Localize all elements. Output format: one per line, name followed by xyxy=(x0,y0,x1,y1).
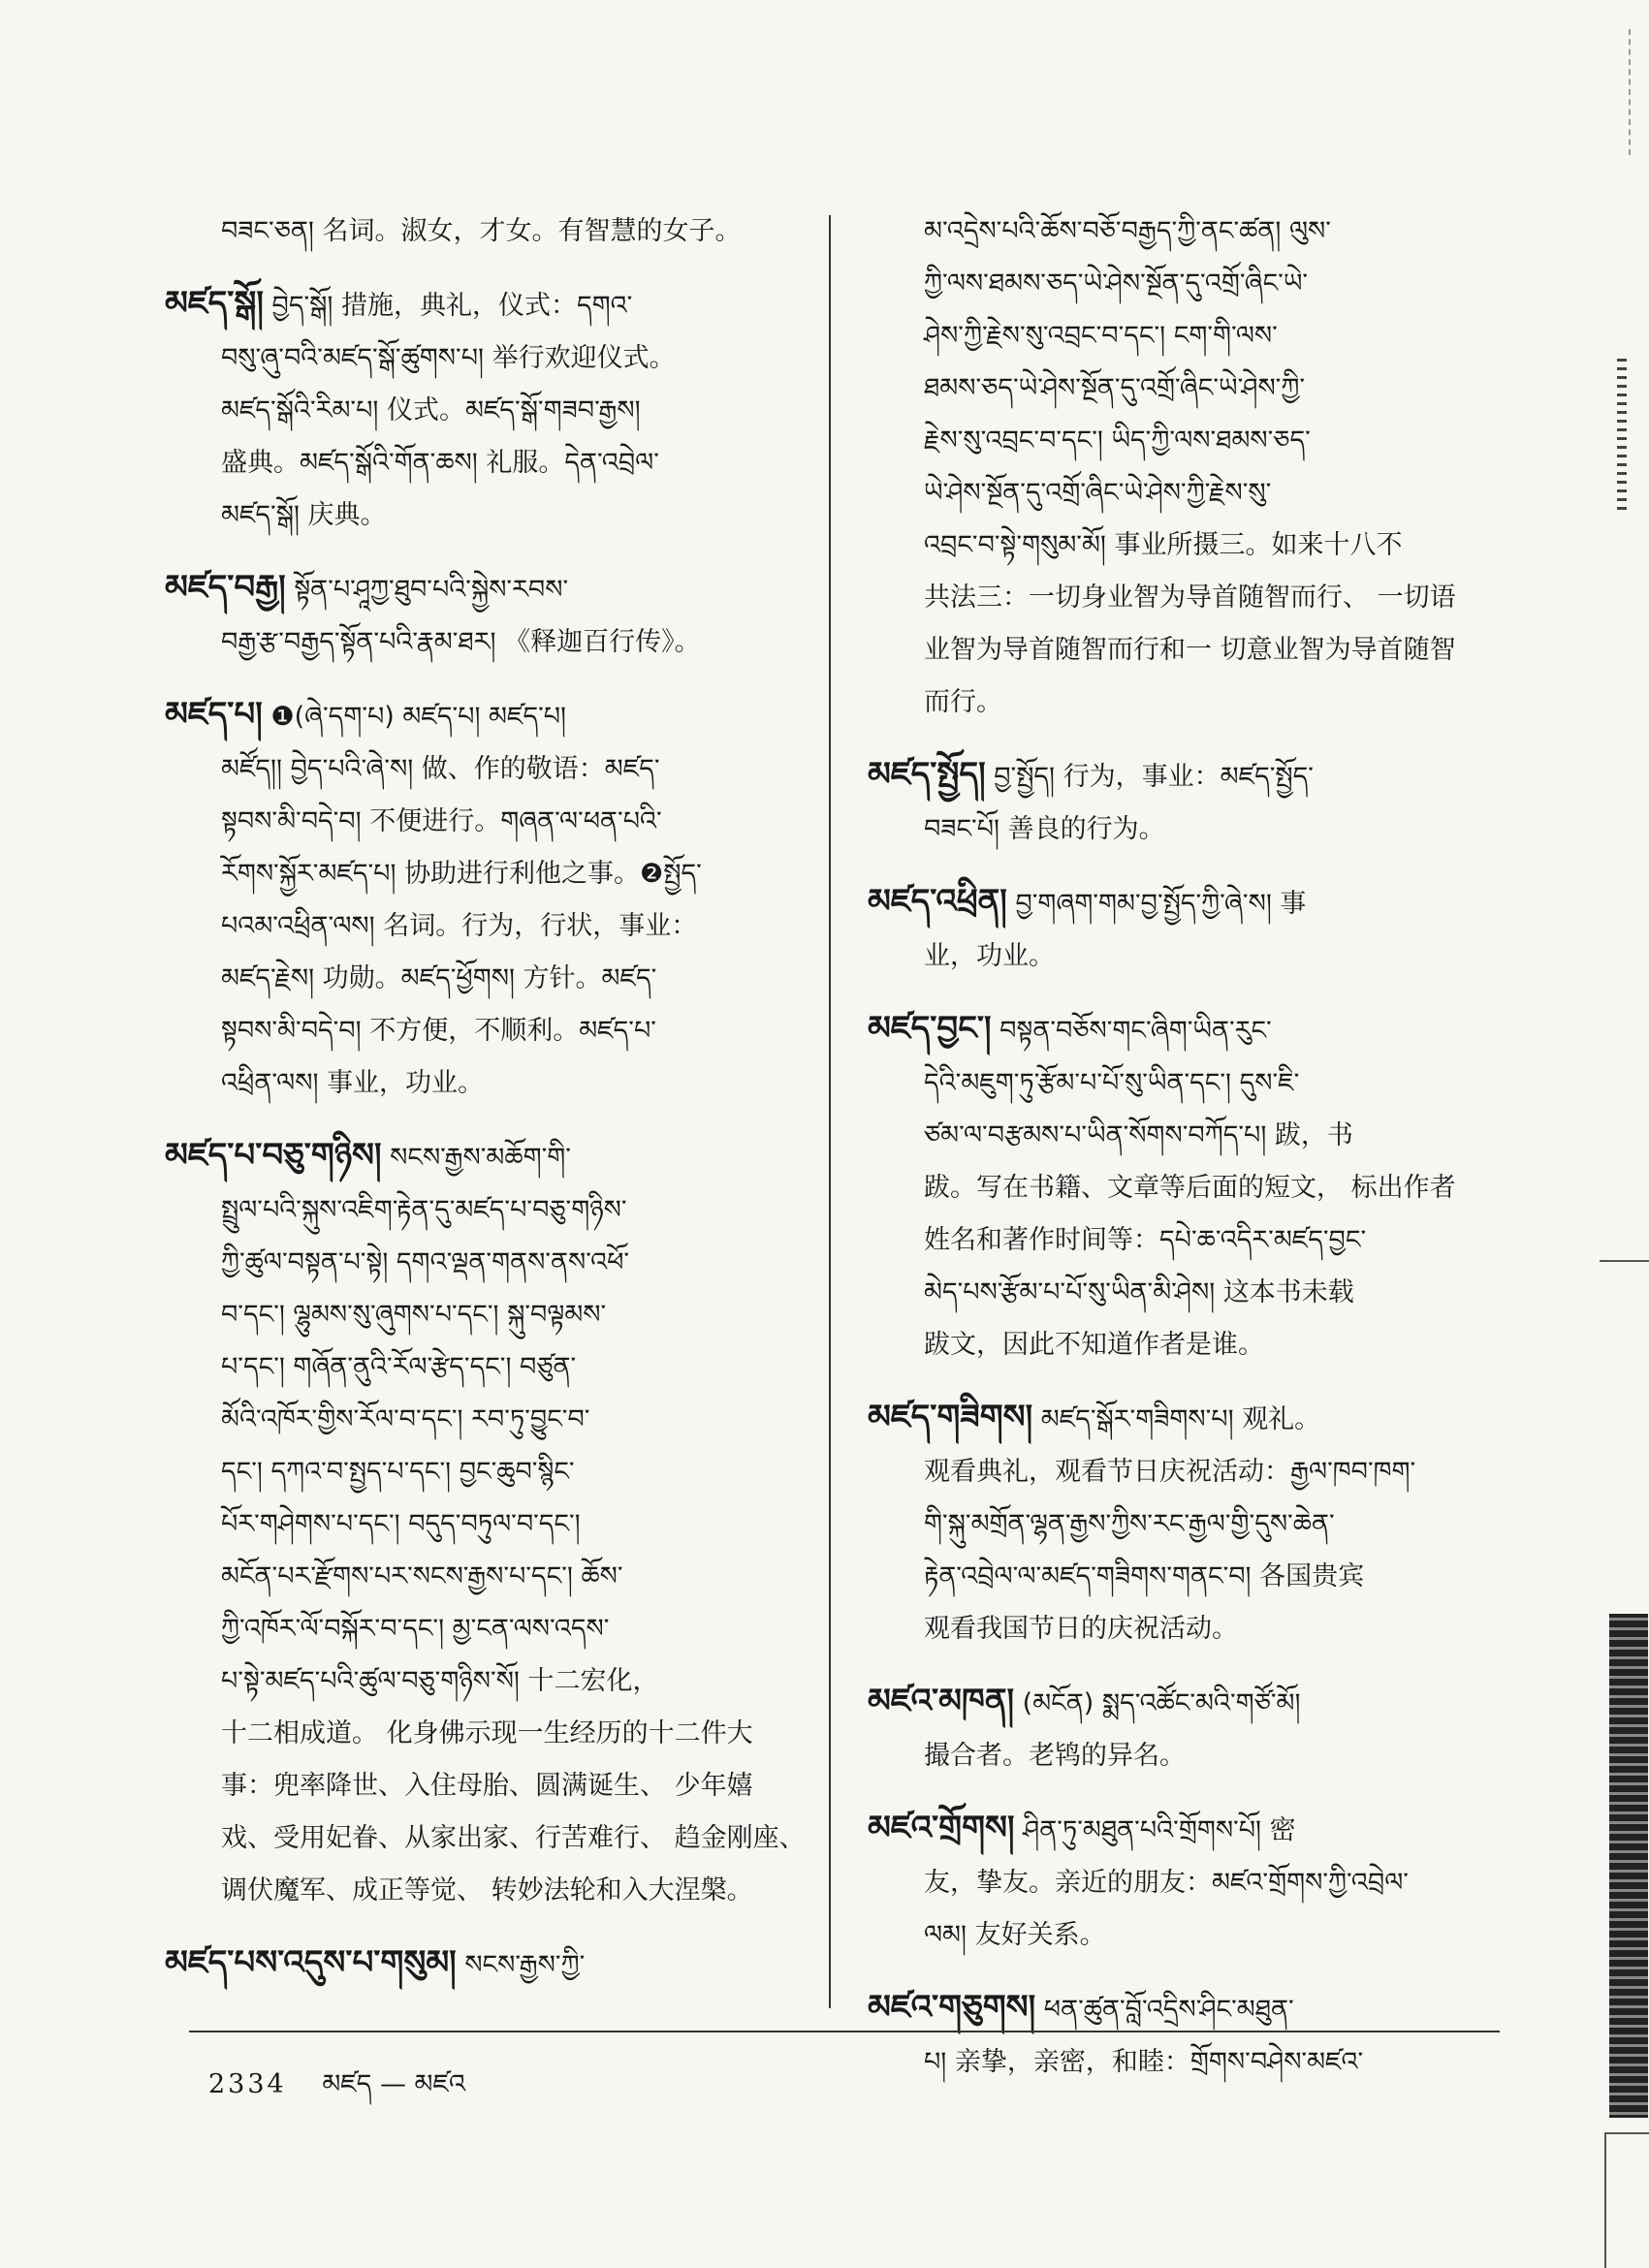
entry-line xyxy=(868,1110,1507,1162)
chinese-text: 善良的行为。 xyxy=(1007,814,1165,844)
entry-line xyxy=(868,875,1507,930)
chinese-text: 友好关系。 xyxy=(974,1920,1106,1950)
entry-line xyxy=(165,1394,812,1446)
chinese-text: 做、作的敬语：མཛད་ xyxy=(421,754,660,784)
entry-line xyxy=(868,1981,1507,2036)
entry-line xyxy=(868,1909,1507,1962)
dictionary-entry xyxy=(165,561,812,669)
entry-headword: མཛའ་གྲོགས། xyxy=(868,1809,1015,1847)
dictionary-entry xyxy=(868,748,1507,856)
tibetan-text: མོའི་འཁོར་གྱིས་རོལ་བ་དང་། རབ་ཏུ་བྱུང་བ་ xyxy=(221,1404,590,1434)
chinese-text: 仪式。མཛད་སྒོ་གཟབ་རྒྱས། xyxy=(386,395,641,425)
tibetan-text: བཟང་པོ། xyxy=(924,814,1000,844)
entry-line xyxy=(165,1184,812,1237)
tibetan-text: འཕྲིན་ལས། xyxy=(221,1068,319,1098)
chinese-text: 功勋。མཛད་ཕྱོགས། 方针。མཛད་ xyxy=(322,963,657,993)
chinese-text: 事业，功业。 xyxy=(327,1068,485,1098)
entry-headword: མཛད་པ་བཅུ་གཉིས། xyxy=(165,1136,382,1175)
chinese-text: 撮合者。老鸨的异名。 xyxy=(924,1741,1186,1771)
chinese-text: 观礼。 xyxy=(1242,1404,1321,1434)
chinese-text: 密 xyxy=(1269,1815,1296,1845)
tibetan-text: སྟོན་པ་ཤཱཀྱ་ཐུབ་པའི་སྐྱེས་རབས་ xyxy=(294,575,569,605)
tibetan-text: ཀྱི་ལས་ཐམས་ཅད་ཡེ་ཤེས་སྔོན་དུ་འགྲོ་ཞིང་ཡེ་ xyxy=(924,268,1309,299)
entry-line xyxy=(165,1812,812,1865)
chinese-text: 戏、受用妃眷、从家出家、行苦难行、 趋金刚座、 xyxy=(221,1823,806,1853)
tibetan-text: མ་འདྲེས་པའི་ཆོས་བཅོ་བརྒྱད་ཀྱི་ནང་ཚན། ལུས་ xyxy=(924,216,1331,246)
tibetan-text: ཙམ་ལ་བརྩམས་པ་ཡིན་སོགས་བཀོད་པ། xyxy=(924,1120,1267,1150)
chinese-text: 跋文，因此不知道作者是谁。 xyxy=(924,1330,1264,1360)
tibetan-text: མངོན་པར་རྫོགས་པར་སངས་རྒྱས་པ་དང་། ཆོས་ xyxy=(221,1561,623,1591)
dictionary-entry xyxy=(165,1937,812,1992)
entry-line xyxy=(165,437,812,489)
chinese-text: 《释迦百行传》。 xyxy=(504,627,701,657)
tibetan-text: པོར་གཤེགས་པ་དང་། བདུད་བཏུལ་བ་དང་། xyxy=(221,1509,581,1539)
entry-line xyxy=(868,1057,1507,1110)
entry-line xyxy=(165,1057,812,1110)
chinese-text: 调伏魔军、成正等觉、 转妙法轮和入大涅槃。 xyxy=(221,1875,753,1906)
dictionary-entry xyxy=(868,1675,1507,1782)
entry-line xyxy=(868,1498,1507,1551)
tibetan-text: བ་དང་། ལྷུམས་སུ་ཞུགས་པ་དང་། སྐུ་བལྟམས་ xyxy=(221,1300,607,1330)
entry-line xyxy=(165,743,812,796)
tibetan-text: པ་དང་། གཞོན་ནུའི་རོལ་རྩེད་དང་། བཙུན་ xyxy=(221,1352,577,1382)
entry-line xyxy=(868,1002,1507,1057)
entry-line xyxy=(165,1498,812,1551)
entry-line xyxy=(165,953,812,1005)
tibetan-text: མཛད་སྒོའི་རིམ་པ། xyxy=(221,395,379,425)
tibetan-text: མཛད་རྗེས། xyxy=(221,963,315,993)
dictionary-entry xyxy=(868,1002,1507,1371)
entry-line xyxy=(165,1865,812,1917)
entry-line xyxy=(165,1937,812,1992)
entry-line xyxy=(868,467,1507,520)
entry-line xyxy=(165,900,812,953)
entry-line xyxy=(165,332,812,385)
entry-line xyxy=(868,1319,1507,1371)
chinese-text: 亲挚，亲密，和睦：གྲོགས་བཤེས་མཛའ་ xyxy=(954,2047,1364,2077)
chinese-text: 这本书未载 xyxy=(1222,1277,1354,1307)
tibetan-text: བྱ་གཞག་གམ་བྱ་སྤྱོད་ཀྱི་ཞེ་ས། xyxy=(1015,889,1272,919)
tibetan-text: པ་སྟེ་མཛད་པའི་ཚུལ་བཅུ་གཉིས་སོ། xyxy=(221,1666,520,1696)
dictionary-entry xyxy=(868,1981,1507,2089)
entry-headword: མཛད་པས་འདུས་པ་གསུམ། xyxy=(165,1943,457,1982)
entry-headword: མཛད་པ། xyxy=(165,695,263,734)
tibetan-text: མཛད་སྒོ། xyxy=(221,500,300,530)
chinese-text: 行为，事业：མཛད་སྤྱོད་ xyxy=(1062,762,1314,792)
tibetan-text: ཡེ་ཤེས་སྔོན་དུ་འགྲོ་ཞིང་ཡེ་ཤེས་ཀྱི་རྗེས་སུ་ xyxy=(924,478,1272,508)
entry-headword: མཛད་བརྒྱ། xyxy=(165,568,286,607)
tibetan-text: བསུ་ཞུ་བའི་མཛད་སྒོ་ཚུགས་པ། xyxy=(221,343,484,373)
dictionary-entry xyxy=(868,875,1507,983)
chinese-text: 事：兜率降世、入住母胎、圆满诞生、 少年嬉 xyxy=(221,1771,753,1801)
tibetan-text: སྤྲུལ་པའི་སྐུས་འཇིག་རྟེན་དུ་མཛད་པ་བཅུ་གཉིས་ xyxy=(221,1195,627,1225)
tibetan-text: མེད་པས་རྩོམ་པ་པོ་སུ་ཡིན་མི་ཤེས། xyxy=(924,1277,1216,1307)
tibetan-text: ཐམས་ཅད་ཡེ་ཤེས་སྔོན་དུ་འགྲོ་ཞིང་ཡེ་ཤེས་ཀྱི་ xyxy=(924,373,1306,403)
chinese-text: 观看我国节日的庆祝活动。 xyxy=(924,1614,1238,1644)
footer-rule xyxy=(189,2031,1500,2032)
chinese-text: 措施，典礼，仪式：དགའ་ xyxy=(340,291,633,321)
entry-line xyxy=(165,277,812,332)
tibetan-text: གི་སྐུ་མགྲོན་ལྷན་རྒྱས་ཀྱིས་རང་རྒྱལ་གྱི་དུས་ཆེན་ xyxy=(924,1509,1335,1539)
entry-line xyxy=(165,1129,812,1184)
tibetan-text: དེའི་མཇུག་ཏུ་རྩོམ་པ་པོ་སུ་ཡིན་དང་། དུས་ཇི་ xyxy=(924,1068,1300,1098)
dictionary-entry xyxy=(165,688,812,1110)
dictionary-entry xyxy=(165,205,812,258)
chinese-text: 事业所摄三。如来十八不 xyxy=(1114,530,1403,560)
entry-line xyxy=(165,1655,812,1708)
entry-line xyxy=(868,1802,1507,1857)
chinese-text: 名词。行为，行状，事业： xyxy=(383,911,698,941)
entry-headword: མཛའ་མཁན། xyxy=(868,1682,1015,1720)
tibetan-text: ❶(ཞེ་དག་པ) མཛད་པ། མཛད་པ། xyxy=(270,702,567,732)
entry-line xyxy=(165,1708,812,1760)
tibetan-text: རོགས་སྐྱོར་མཛད་པ། xyxy=(221,859,396,889)
entry-line xyxy=(868,1391,1507,1446)
entry-line xyxy=(165,1005,812,1057)
chinese-text: 跋，书 xyxy=(1274,1120,1353,1150)
chinese-text: 姓名和著作时间等：དཔེ་ཆ་འདིར་མཛད་བྱང་ xyxy=(924,1225,1367,1255)
entry-line xyxy=(868,1675,1507,1730)
entry-line xyxy=(165,1341,812,1394)
tibetan-text: རྗེས་སུ་འབྲང་བ་དང་། ཡིད་ཀྱི་ལས་ཐམས་ཅད་ xyxy=(924,425,1311,456)
tibetan-text: བརྒྱ་རྩ་བརྒྱད་སྟོན་པའི་རྣམ་ཐར། xyxy=(221,627,496,657)
entry-line xyxy=(868,1857,1507,1909)
entry-line xyxy=(165,1237,812,1289)
tibetan-text: བསྟན་བཅོས་གང་ཞིག་ཡིན་རུང་ xyxy=(999,1016,1272,1046)
entry-line xyxy=(165,1760,812,1812)
entry-line xyxy=(868,572,1507,624)
entry-line xyxy=(868,930,1507,983)
entry-line xyxy=(868,205,1507,258)
tibetan-text: (མངོན) སྨད་འཚོང་མའི་གཙོ་མོ། xyxy=(1022,1688,1301,1718)
tibetan-text: མཛོད།། བྱེད་པའི་ཞེ་ས། xyxy=(221,754,414,784)
chinese-text: 十二相成道。 化身佛示现一生经历的十二件大 xyxy=(221,1718,753,1748)
tibetan-text: ཤེས་ཀྱི་རྗེས་སུ་འབྲང་བ་དང་། ངག་གི་ལས་ xyxy=(924,321,1278,351)
tibetan-text: སྟབས་མི་བདེ་བ། xyxy=(221,1016,362,1046)
tibetan-text: འབྲང་བ་སྟེ་གསུམ་མོ། xyxy=(924,530,1106,560)
dictionary-entry xyxy=(868,1802,1507,1962)
page-footer xyxy=(208,2055,465,2128)
entry-headword: མཛད་སྤྱོད། xyxy=(868,755,986,794)
scan-edge-mark xyxy=(1617,359,1627,514)
tibetan-text: མཛད་སྒོར་གཟིགས་པ། xyxy=(1040,1404,1234,1434)
chinese-text: 而行。 xyxy=(924,687,1002,717)
entry-line xyxy=(868,1551,1507,1603)
chinese-text: 不便进行。གཞན་ལ་ཕན་པའི་ xyxy=(369,806,662,836)
chinese-text: 名词。淑女，才女。有智慧的女子。 xyxy=(322,216,742,246)
chinese-text: 庆典。 xyxy=(307,500,387,530)
dictionary-entry xyxy=(868,205,1507,729)
entry-headword: མཛད་སྒོ། xyxy=(165,284,264,323)
entry-line xyxy=(868,677,1507,729)
chinese-text: 观看典礼，观看节日庆祝活动：རྒྱལ་ཁབ་ཁག་ xyxy=(924,1457,1416,1487)
chinese-text: 举行欢迎仪式。 xyxy=(492,343,676,373)
scan-edge-mark xyxy=(1629,29,1633,155)
scan-edge-mark xyxy=(1604,2132,1649,2268)
chinese-text: 盛典。མཛད་སྒོའི་གོན་ཆས། 礼服。དེན་འབྲེལ་ xyxy=(221,448,659,478)
scan-edge-mark xyxy=(1609,1614,1648,2118)
tibetan-text: ཤིན་ཏུ་མཐུན་པའི་གྲོགས་པོ། xyxy=(1023,1815,1262,1845)
page-range: མཛད — མཛའ xyxy=(322,2069,465,2099)
entry-line xyxy=(165,561,812,616)
column-divider xyxy=(829,215,831,2008)
tibetan-text: བྱེད་སྒོ། xyxy=(271,291,333,321)
entry-line xyxy=(165,205,812,258)
entry-line xyxy=(868,1603,1507,1655)
entry-line xyxy=(165,688,812,743)
entry-line xyxy=(165,1446,812,1498)
dictionary-entry xyxy=(868,1391,1507,1655)
dictionary-entry xyxy=(165,1129,812,1917)
chinese-text: 各国贵宾 xyxy=(1259,1561,1365,1591)
entry-line xyxy=(868,362,1507,415)
tibetan-text: དང་། དཀའ་བ་སྤྱད་པ་དང་། བྱང་ཆུབ་སྙིང་ xyxy=(221,1457,575,1487)
tibetan-text: ལམ། xyxy=(924,1920,967,1950)
dictionary-entry xyxy=(165,277,812,542)
chinese-text: 事 xyxy=(1280,889,1307,919)
tibetan-text: སངས་རྒྱས་མཆོག་གི་ xyxy=(390,1143,571,1173)
entry-line xyxy=(868,2036,1507,2089)
chinese-text: 业智为导首随智而行和一 切意业智为导首随智 xyxy=(924,635,1456,665)
entry-line xyxy=(868,415,1507,467)
entry-line xyxy=(868,1162,1507,1214)
tibetan-text: པའམ་འཕྲིན་ལས། xyxy=(221,911,375,941)
tibetan-text: ཀྱི་ཚུལ་བསྟན་པ་སྟེ། དགའ་ལྡན་གནས་ནས་འཕོ་ xyxy=(221,1247,630,1277)
entry-headword: མཛད་གཟིགས། xyxy=(868,1398,1033,1436)
right-column xyxy=(868,205,1507,2108)
tibetan-text: ཀྱི་འཁོར་ལོ་བསྐོར་བ་དང་། མྱ་ངན་ལས་འདས་ xyxy=(221,1614,610,1644)
entry-line xyxy=(165,385,812,437)
tibetan-text: པ། xyxy=(924,2047,947,2077)
left-column xyxy=(165,205,812,2011)
entry-line xyxy=(868,748,1507,803)
chinese-text: 十二宏化， xyxy=(527,1666,659,1696)
entry-line xyxy=(868,1267,1507,1319)
tibetan-text: ཕན་ཚུན་བློ་འདྲིས་ཤིང་མཐུན་ xyxy=(1043,1995,1294,2025)
entry-headword: མཛའ་གཅུགས། xyxy=(868,1988,1036,2027)
entry-line xyxy=(165,1289,812,1341)
entry-line xyxy=(868,258,1507,310)
chinese-text: 不方便，不顺利。མཛད་པ་ xyxy=(369,1016,656,1046)
entry-line xyxy=(165,489,812,542)
entry-line xyxy=(868,803,1507,856)
chinese-text: 友，挚友。亲近的朋友：མཛའ་གྲོགས་ཀྱི་འབྲེལ་ xyxy=(924,1868,1409,1898)
entry-line xyxy=(165,1603,812,1655)
entry-line xyxy=(165,616,812,669)
entry-line xyxy=(165,1551,812,1603)
page-number: 2334 xyxy=(208,2069,287,2099)
scan-edge-mark xyxy=(1600,1260,1649,1262)
chinese-text: 跋。写在书籍、文章等后面的短文， 标出作者 xyxy=(924,1173,1456,1203)
chinese-text: 协助进行利他之事。❷སྤྱོད་ xyxy=(404,859,702,889)
entry-line xyxy=(868,520,1507,572)
tibetan-text: སྟབས་མི་བདེ་བ། xyxy=(221,806,362,836)
entry-headword: མཛད་བྱང་། xyxy=(868,1009,992,1048)
entry-headword: མཛད་འཕྲིན། xyxy=(868,882,1007,921)
tibetan-text: བཟང་ཅན། xyxy=(221,216,314,246)
tibetan-text: བྱ་སྤྱོད། xyxy=(994,762,1056,792)
entry-line xyxy=(868,1214,1507,1267)
entry-line xyxy=(868,624,1507,677)
entry-line xyxy=(868,1446,1507,1498)
chinese-text: 共法三：一切身业智为导首随智而行、 一切语 xyxy=(924,583,1456,613)
entry-line xyxy=(165,796,812,848)
tibetan-text: སངས་རྒྱས་ཀྱི་ xyxy=(464,1950,586,1980)
tibetan-text: རྟེན་འབྲེལ་ལ་མཛད་གཟིགས་གནང་བ། xyxy=(924,1561,1252,1591)
entry-line xyxy=(868,1730,1507,1782)
chinese-text: 业，功业。 xyxy=(924,941,1055,971)
entry-line xyxy=(165,848,812,900)
entry-line xyxy=(868,310,1507,362)
